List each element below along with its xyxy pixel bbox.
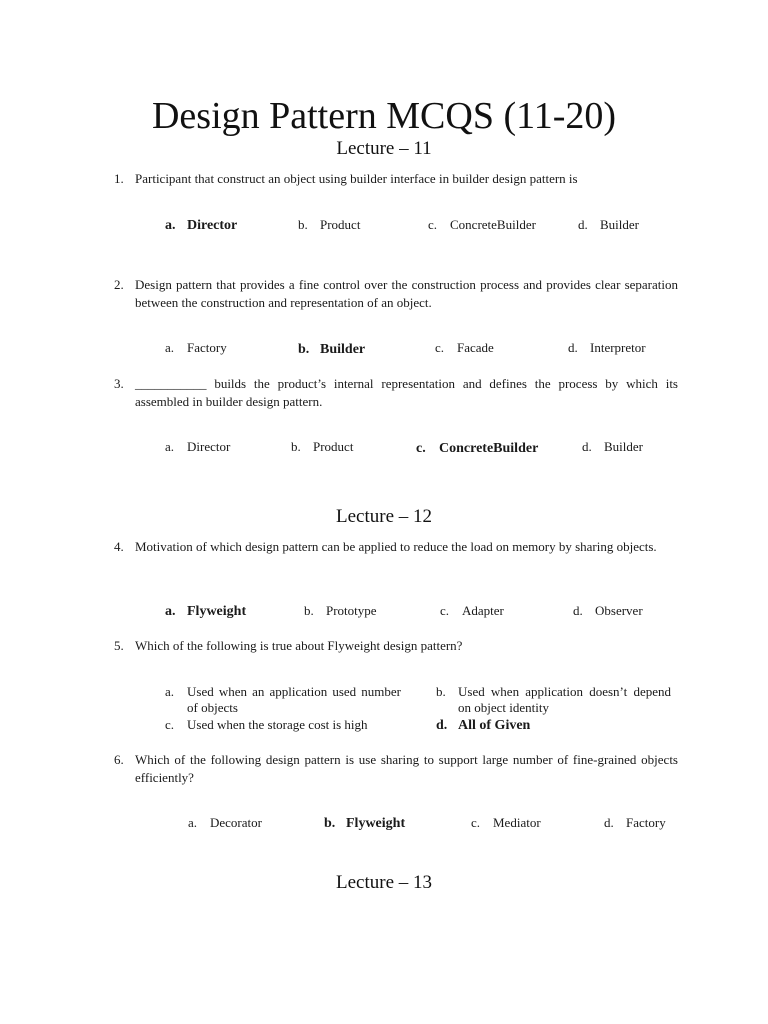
question-5-option-b: b.: [436, 684, 446, 699]
question-2-option-a: a. Factory: [165, 340, 227, 355]
question-1-text: Participant that construct an object using builder interface in builder design pattern is: [135, 171, 578, 186]
question-1-number: 1.: [114, 171, 124, 186]
question-6-option-c: c. Mediator: [471, 815, 541, 830]
section-heading-lecture-13: Lecture – 13: [335, 872, 432, 893]
question-2-option-c: c. Facade: [435, 340, 494, 355]
question-5-option-d: d. All of Given: [436, 718, 531, 733]
question-4-option-a: a. Flyweight: [165, 604, 247, 619]
question-2-option-d: d. Interpretor: [568, 340, 646, 355]
question-5-option-a-text: Used when an application used number of objects: [187, 684, 401, 715]
question-5-text: Which of the following is true about Flyweight design pattern?: [135, 638, 463, 653]
question-4-option-b: b. Prototype: [304, 603, 377, 618]
question-3-text: ___________ builds the product’s internal representation and defines the process by which its assembled in builder design pattern.: [135, 376, 678, 409]
question-4-option-c: c. Adapter: [440, 603, 504, 618]
question-5-option-c: c. Used when the storage cost is high: [165, 717, 368, 732]
question-5-option-b-text: Used when application doesn’t depend on object identity: [458, 684, 671, 715]
question-5-option-a: a.: [165, 684, 175, 699]
section-heading-lecture-11: Lecture – 11: [336, 138, 432, 159]
question-1-option-c: c.: [428, 217, 438, 232]
question-5-number: 5.: [114, 638, 124, 653]
document-title: Design Pattern MCQS (11-20): [151, 95, 617, 137]
question-3-option-c-text: ConcreteBuilder: [439, 441, 539, 456]
question-4-text: Motivation of which design pattern can be applied to reduce the load on memory by sharing objects.: [135, 539, 657, 554]
question-3-number: 3.: [114, 376, 124, 391]
question-6-number: 6.: [114, 752, 124, 767]
question-3-option-a: a. Director: [165, 439, 231, 454]
question-3-option-c: c.: [416, 441, 426, 456]
question-6-option-b: b. Flyweight: [324, 816, 406, 831]
section-heading-lecture-12: Lecture – 12: [335, 506, 432, 527]
question-3-option-d: d. Builder: [582, 439, 643, 454]
question-2-number: 2.: [114, 277, 124, 292]
question-2-option-b: b. Builder: [298, 342, 366, 357]
question-4-number: 4.: [114, 539, 124, 554]
question-1-option-a: a. Director: [165, 218, 238, 233]
question-4-option-d: d. Observer: [573, 603, 643, 618]
question-6-text: Which of the following design pattern is use sharing to support large number of fine-grained objects efficiently?: [135, 752, 678, 785]
question-6-option-d: d. Factory: [604, 815, 666, 830]
question-2-text: Design pattern that provides a fine control over the construction process and provides clear separation between the construction and representation of an object.: [135, 277, 678, 310]
question-6-option-a: a. Decorator: [188, 815, 262, 830]
question-1-option-d: d. Builder: [578, 217, 639, 232]
question-1-option-c-text: ConcreteBuilder: [450, 217, 536, 232]
question-3-option-b: b. Product: [291, 439, 354, 454]
question-1-option-b: b. Product: [298, 217, 361, 232]
